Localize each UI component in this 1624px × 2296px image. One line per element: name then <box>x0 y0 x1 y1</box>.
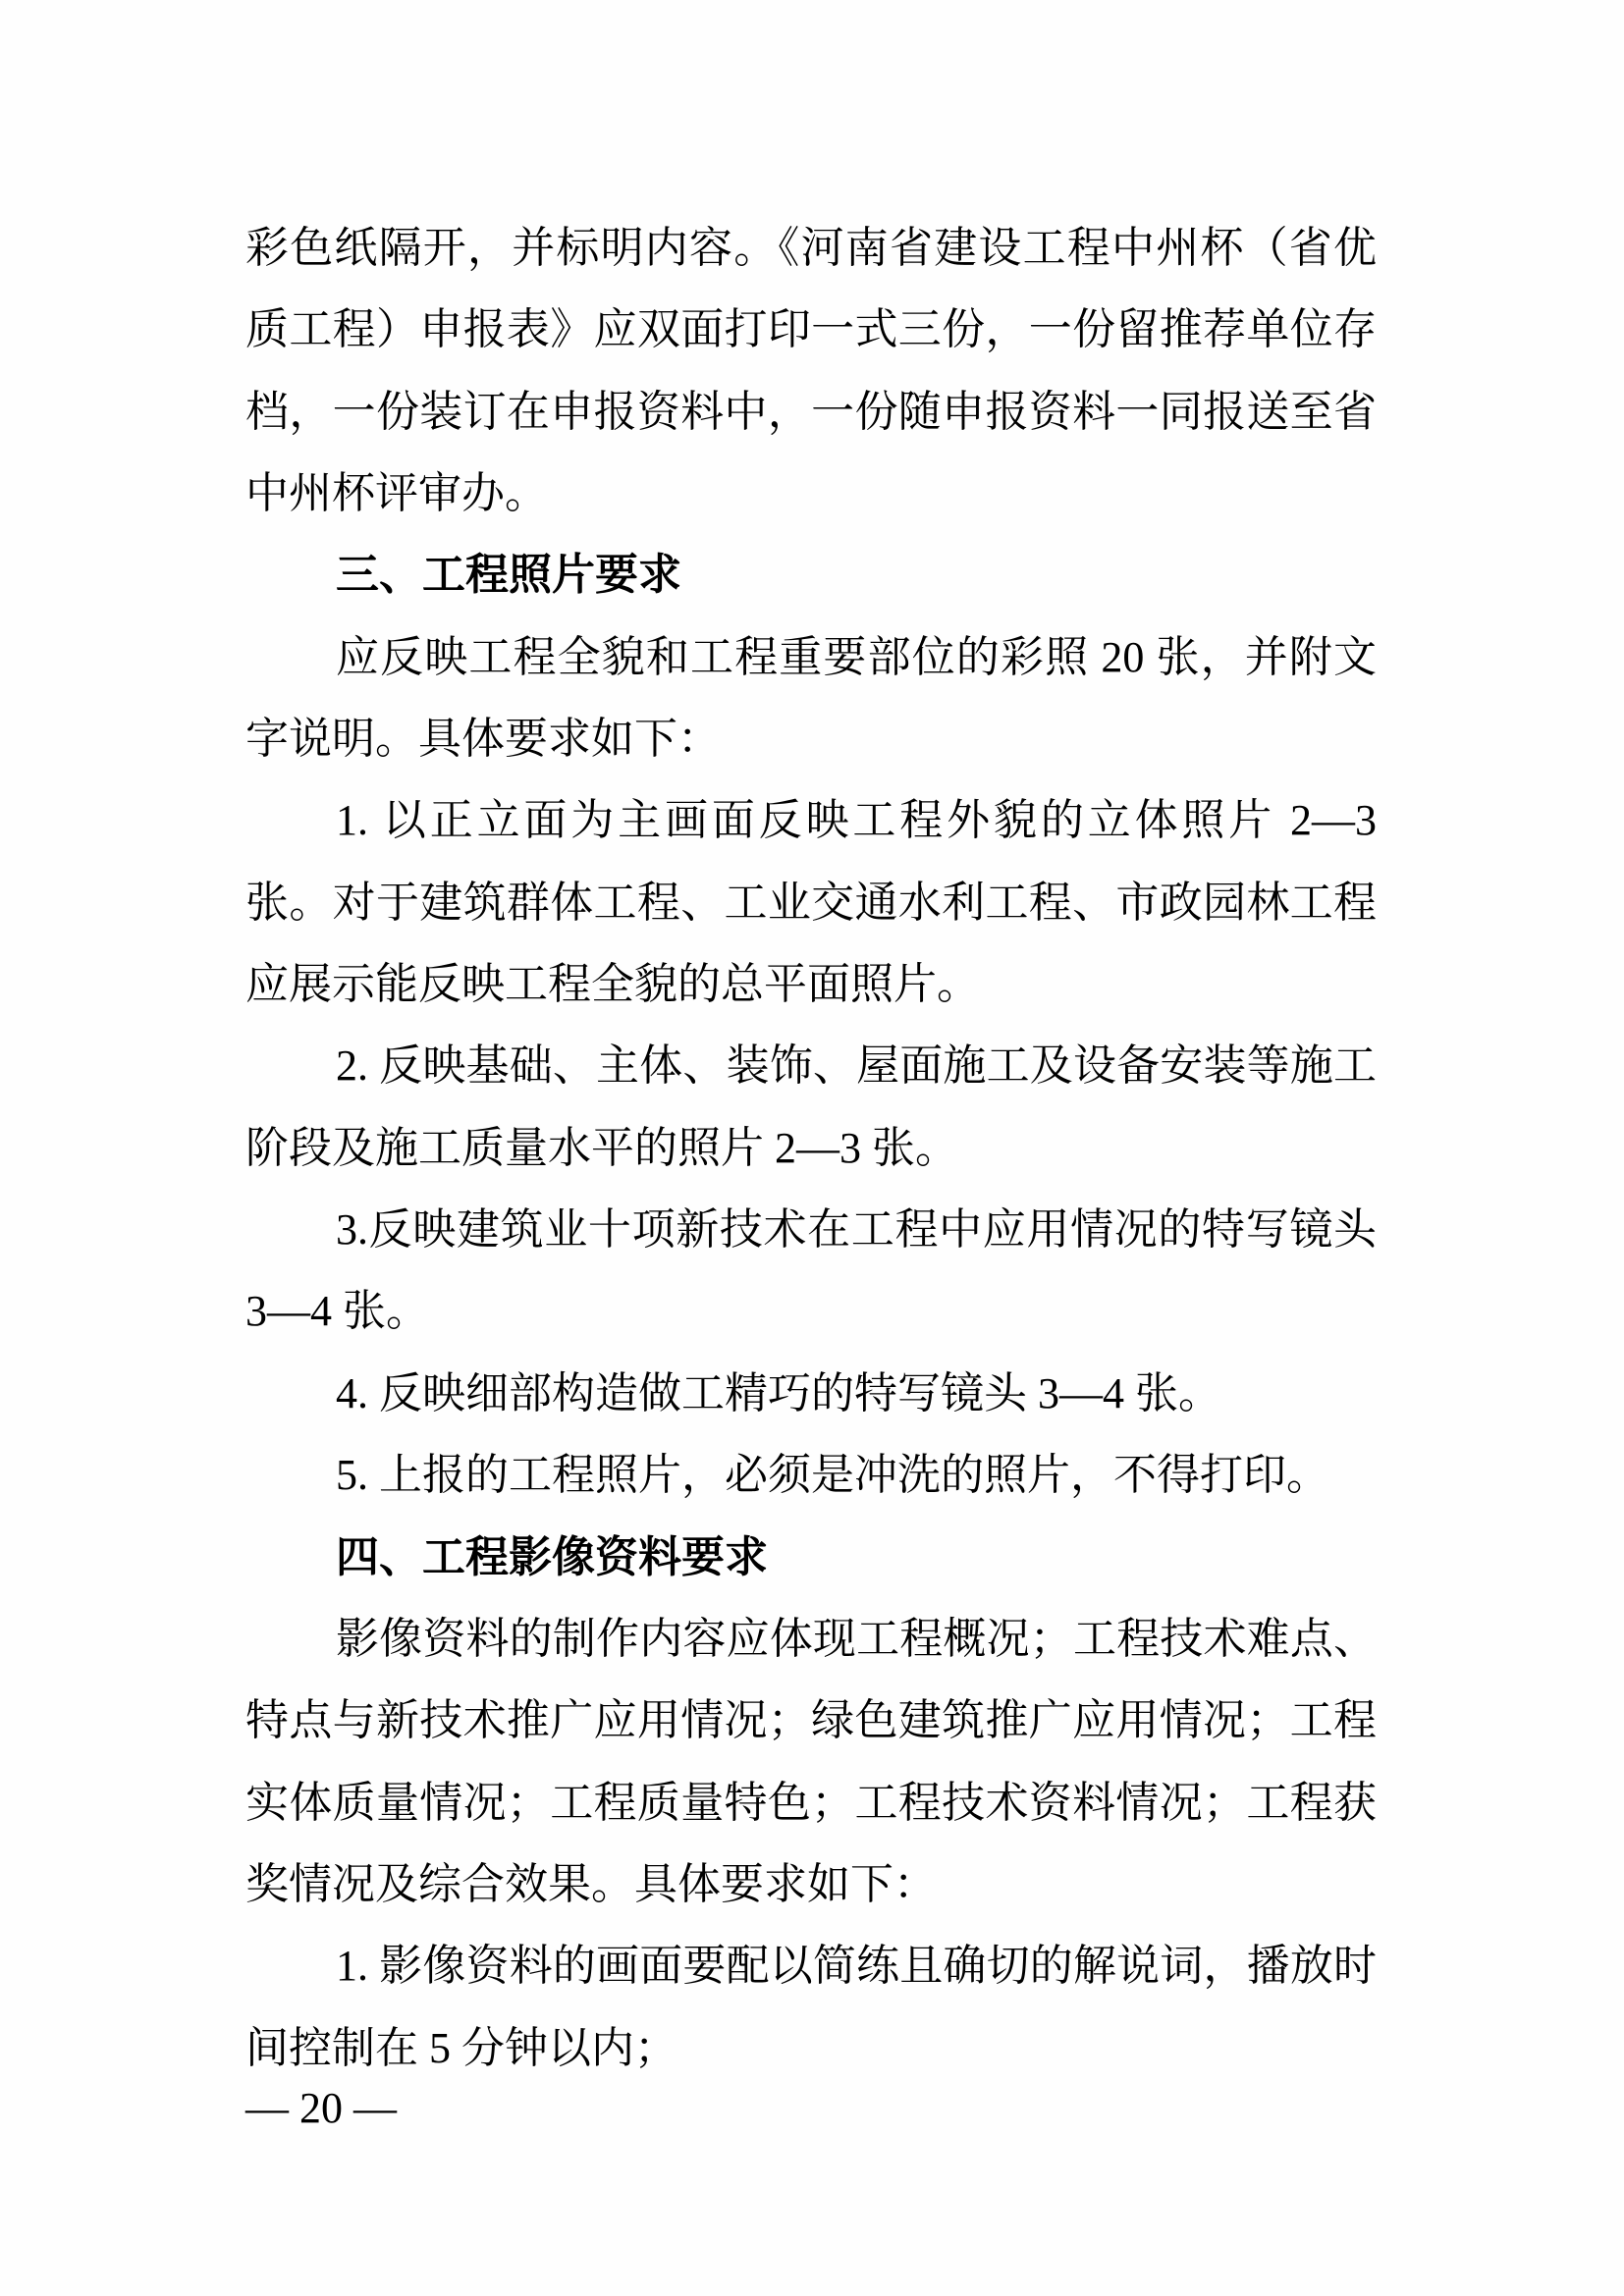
paragraph-line: 影像资料的制作内容应体现工程概况；工程技术难点、 <box>336 1614 1377 1663</box>
paragraph-line: 间控制在 5 分钟以内； <box>245 2023 677 2072</box>
paragraph-line: 特点与新技术推广应用情况；绿色建筑推广应用情况；工程 <box>245 1696 1377 1745</box>
paragraph-line: 实体质量情况；工程质量特色；工程技术资料情况；工程获 <box>245 1778 1377 1827</box>
section-heading-photo: 三、工程照片要求 <box>336 551 681 600</box>
paragraph-line: 质工程）申报表》应双面打印一式三份，一份留推荐单位存 <box>245 305 1377 354</box>
paragraph-line: 字说明。具体要求如下： <box>245 715 721 764</box>
list-item-line: 4. 反映细部构造做工精巧的特写镜头 3—4 张。 <box>336 1368 1221 1417</box>
list-item-line: 3.反映建筑业十项新技术在工程中应用情况的特写镜头 <box>336 1205 1377 1255</box>
paragraph-line: 阶段及施工质量水平的照片 2—3 张。 <box>245 1123 958 1172</box>
paragraph-line: 3—4 张。 <box>245 1287 429 1336</box>
paragraph-line: 应反映工程全貌和工程重要部位的彩照 20 张，并附文 <box>336 632 1377 681</box>
paragraph-line: 彩色纸隔开，并标明内容。《河南省建设工程中州杯（省优 <box>245 224 1377 272</box>
section-heading-video: 四、工程影像资料要求 <box>336 1532 768 1581</box>
list-item-line: 1. 影像资料的画面要配以简练且确切的解说词，播放时 <box>336 1942 1377 1991</box>
list-item-line: 5. 上报的工程照片，必须是冲洗的照片，不得打印。 <box>336 1451 1329 1500</box>
page-number: — 20 — <box>245 2084 397 2132</box>
list-item-line: 1. 以正立面为主画面反映工程外貌的立体照片 2—3 <box>336 796 1377 845</box>
document-body <box>245 207 1377 2089</box>
list-item-line: 2. 反映基础、主体、装饰、屋面施工及设备安装等施工 <box>336 1041 1377 1091</box>
paragraph-line: 档，一份装订在申报资料中，一份随申报资料一同报送至省 <box>245 387 1377 436</box>
paragraph-line: 奖情况及综合效果。具体要求如下： <box>245 1859 937 1908</box>
paragraph-line: 中州杯评审办。 <box>245 469 548 518</box>
paragraph-line: 张。对于建筑群体工程、工业交通水利工程、市政园林工程 <box>245 878 1377 927</box>
paragraph-line: 应展示能反映工程全貌的总平面照片。 <box>245 960 980 1009</box>
